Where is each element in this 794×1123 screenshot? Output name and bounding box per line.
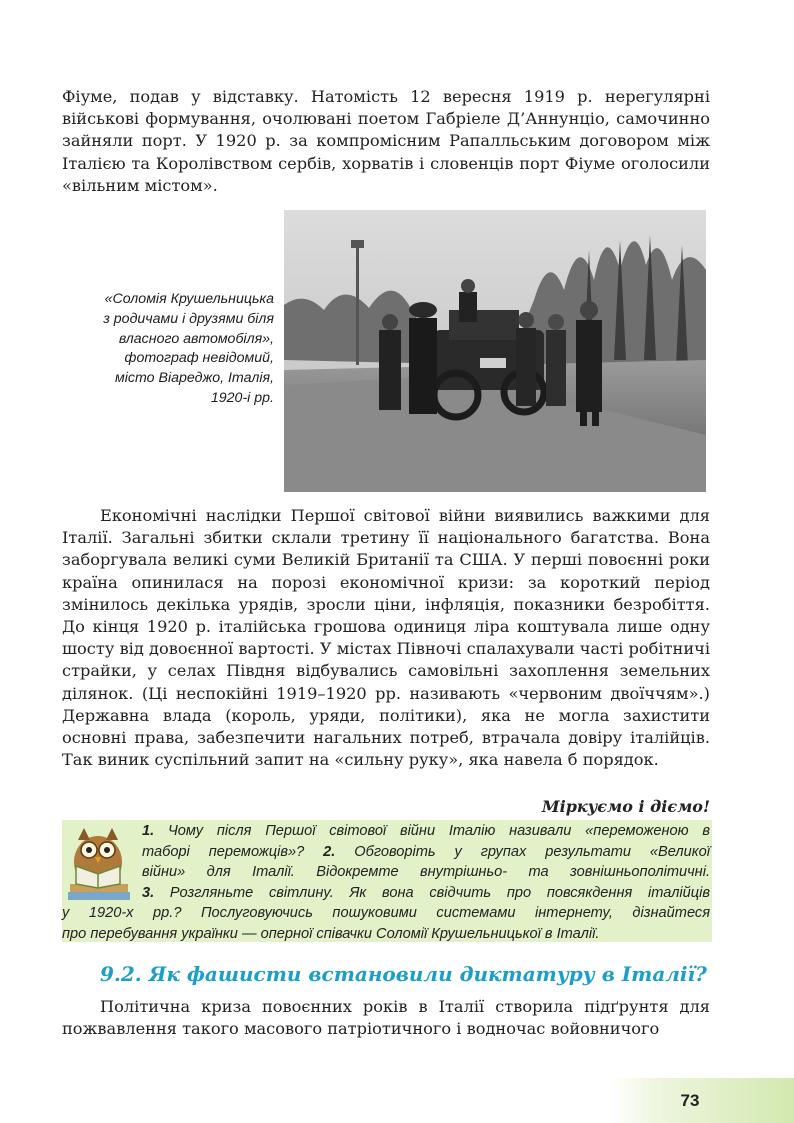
caption-line: місто Віареджо, Італія, xyxy=(115,370,274,387)
tasks-text xyxy=(62,821,710,945)
caption-line: фотограф невідомий, xyxy=(124,350,274,367)
historical-photo xyxy=(284,210,706,492)
task-number: 3. xyxy=(142,884,155,901)
task-3-line-1: Розгляньте світлину. Як вона свідчить про повсякдення італійців xyxy=(169,884,710,901)
task-2-line-1: Обговоріть у групах результати «Великої xyxy=(354,843,711,860)
task-3-line-2: у 1920-х рр.? Послуговуючись пошуковими системами інтернету, дізнайтеся xyxy=(62,905,710,922)
paragraph-economy: Економічні наслідки Першої світової війни виявились важкими для Італії. Загальні збитки склали третину її національного багатства. Вона заборгувала великі суми Великій Британії та США. У перші повоєнні роки країна опинилася на порозі економічної кризи: за короткий період змінилось декілька урядів, зросли ціни, інфляція, показники безробіття. До кінця 1920 р. італійська грошова одиниця ліра коштувала лише одну шосту від довоєнної вартості. У містах Півночі спалахували часті робітничі страйки, у селах Півдня відбувались самовільні захоплення земельних ділянок. (Ці неспокійні 1919–1920 рр. називають «червоним двоїччям».) Державна влада (король, уряди, політики), яка не могла захистити основні права, забезпечити нагальних потреб, втрачала довіру італійців. Так виник суспільний запит на «сильну руку», яка навела б порядок. xyxy=(62,506,710,770)
caption-line: власного автомобіля», xyxy=(118,330,274,347)
photo-caption xyxy=(60,290,274,409)
caption-line: 1920-і рр. xyxy=(210,389,274,406)
task-3-line-3: про перебування українки — оперної співачки Соломії Крушельницької в Італії. xyxy=(62,925,600,942)
tasks-title: Міркуємо і діємо! xyxy=(541,797,710,816)
task-2-line-2: війни» для Італії. Відокремте внутрішньо- та зовнішньополітичні. xyxy=(142,864,710,881)
task-number: 2. xyxy=(323,843,336,860)
task-number: 1. xyxy=(142,823,155,839)
page-number: 73 xyxy=(680,1091,700,1110)
section-heading: 9.2. Як фашисти встановили диктатуру в Італії? xyxy=(100,962,707,986)
caption-line: «Соломія Крушельницька xyxy=(104,291,274,307)
caption-line: з родичами і друзями біля xyxy=(103,310,274,327)
paragraph-political-crisis: Політична криза повоєнних років в Італії створила підґрунтя для пожвавлення такого масового патріотичного і водночас войовничого xyxy=(62,997,710,1039)
task-1-line-2: таборі переможців»? xyxy=(142,843,305,860)
paragraph-fiume: Фіуме, подав у відставку. Натомість 12 вересня 1919 р. нерегулярні військові формування, очолювані поетом Габріеле Д’Аннунціо, самочинно зайняли порт. У 1920 р. за компромісним Рапалльським договором між Італією та Королівством сербів, хорватів і словенців порт Фіуме оголосили «вільним містом». xyxy=(62,87,710,195)
task-1-line-1: Чому після Першої світової війни Італію називали «переможеною в xyxy=(167,823,710,839)
